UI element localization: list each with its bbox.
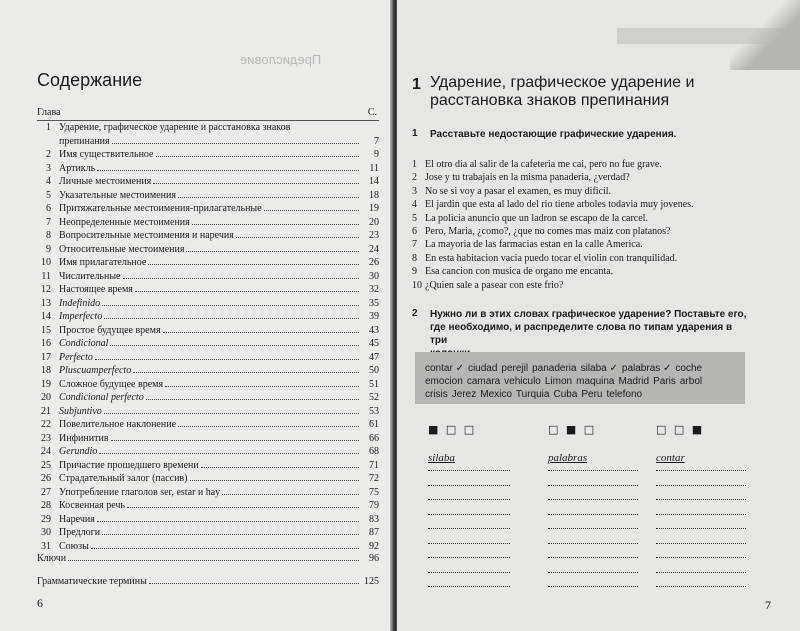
answer-line (428, 586, 510, 587)
sentence-item (412, 238, 772, 251)
toc-page-number: 45 (369, 338, 379, 349)
answer-line (548, 499, 638, 500)
toc-chapter-title: Condicional (59, 338, 109, 349)
word-item: palabras ✓ (621, 363, 672, 374)
page-number-left: 6 (37, 596, 43, 610)
toc-chapter-title: Condicional perfecto (59, 392, 144, 403)
column-header-contar: contar (656, 452, 685, 464)
toc-chapter-number: 29 (41, 513, 51, 525)
answer-line (656, 528, 746, 529)
column-header-palabras: palabras (548, 452, 588, 464)
toc-head-page: С. (367, 107, 377, 118)
toc-page-number: 92 (369, 540, 379, 552)
toc-leader-dots (95, 359, 359, 360)
toc-row (37, 148, 379, 162)
sentence-text: ¿Quien sale a pasear con este frio? (425, 279, 564, 291)
sentence-number: 7 (412, 239, 417, 251)
toc-leader-dots (201, 467, 359, 468)
sentence-text: Esa cancion con musica de organo me encanta. (425, 266, 614, 278)
toc-page-number: 53 (369, 405, 379, 417)
task1-text: Расставьте недостающие графические ударения. (430, 129, 677, 140)
toc-row (37, 121, 379, 135)
toc-chapter-number: 15 (41, 324, 51, 336)
answer-line (548, 528, 638, 529)
toc-chapter-title: Subjuntivo (59, 405, 102, 417)
word-item: telefono (606, 389, 643, 400)
toc-chapter-title: Наречия (59, 513, 95, 525)
toc-row (37, 270, 379, 284)
page-number-right: 7 (765, 598, 771, 612)
toc-page-number: 87 (369, 527, 379, 538)
toc-page-number: 20 (369, 216, 379, 228)
toc-page-number: 68 (369, 446, 379, 457)
toc-chapter-title: Indefinido (59, 297, 101, 309)
toc-leader-dots (135, 291, 359, 292)
toc-page-number: 66 (369, 432, 379, 444)
toc-page-number: 125 (364, 575, 379, 587)
sentence-item (412, 279, 772, 292)
word-item: ciudad (467, 363, 498, 374)
toc-page-number: 72 (369, 473, 379, 484)
answer-line (656, 499, 746, 500)
toc-leader-dots (192, 224, 359, 225)
toc-leader-dots (153, 183, 359, 184)
toc-extra-title: Грамматические термины (37, 575, 147, 587)
word-item: coche (675, 363, 703, 374)
word-item: Paris (653, 376, 676, 387)
toc-row (37, 391, 379, 405)
task1-number: 1 (412, 128, 418, 139)
toc-row (37, 499, 379, 513)
word-item: panaderia (532, 363, 577, 374)
toc-leader-dots (178, 197, 359, 198)
toc-leader-dots (97, 170, 359, 171)
sentence-item (412, 212, 772, 225)
toc-page-number: 43 (369, 324, 379, 336)
toc-chapter-number: 1 (46, 122, 51, 133)
toc-row (37, 162, 379, 176)
toc-page-number: 14 (369, 176, 379, 187)
toc-chapter-title: Имя существительное (59, 149, 154, 160)
sentence-number: 2 (412, 172, 417, 184)
word-item: Peru (581, 389, 603, 400)
toc-page-number: 18 (369, 189, 379, 201)
sentence-item (412, 265, 772, 278)
toc-leader-dots (149, 583, 359, 584)
toc-leader-dots (146, 399, 359, 400)
task2-number: 2 (412, 308, 418, 319)
toc-chapter-title: Притяжательные местоимения-прилагательные (59, 203, 262, 214)
toc-leader-dots (102, 534, 359, 535)
word-item: contar ✓ (425, 363, 464, 374)
toc-chapter-number: 20 (41, 392, 51, 403)
toc-leader-dots (165, 386, 359, 387)
toc-chapter-number: 2 (46, 149, 51, 160)
toc-chapter-number: 5 (46, 189, 51, 201)
toc-page-number: 96 (369, 553, 379, 564)
toc-chapter-title: Личные местоимения (59, 176, 152, 187)
toc-page-number: 47 (369, 351, 379, 363)
word-item: perejil (501, 363, 529, 374)
toc-extra-title: Ключи (37, 553, 67, 564)
answer-line (428, 543, 510, 544)
toc-page-number: 51 (369, 378, 379, 390)
answer-line (428, 499, 510, 500)
toc-chapter-number: 8 (46, 230, 51, 241)
toc-leader-dots (178, 426, 359, 427)
toc-row (37, 189, 379, 203)
sentence-number: 8 (412, 252, 417, 264)
toc-page-number: 75 (369, 486, 379, 498)
toc-chapter-title: Числительные (59, 270, 121, 282)
toc-chapter-number: 28 (41, 500, 51, 511)
column-header-silaba: silaba (428, 452, 455, 464)
answer-line (548, 572, 638, 573)
toc-chapter-title: Gerundio (59, 446, 98, 457)
toc-chapter-title: Инфинитив (59, 432, 109, 444)
answer-line (656, 514, 746, 515)
toc-row (37, 310, 379, 324)
toc-chapter-title: Указательные местоимения (59, 189, 176, 201)
sentence-text: El jardin que esta al lado del rio tiene arboles todavia muy jovenes. (425, 199, 694, 211)
toc-chapter-number: 24 (41, 446, 51, 457)
chapter-title: Ударение, графическое ударение и расстановка знаков препинания (430, 74, 695, 109)
answer-line (428, 514, 510, 515)
answer-line (656, 485, 746, 486)
toc-leader-dots (148, 264, 359, 265)
toc-chapter-number: 7 (46, 216, 51, 228)
toc-row (37, 486, 379, 500)
toc-chapter-number: 26 (41, 473, 51, 484)
toc-chapter-title: Imperfecto (59, 311, 103, 322)
toc-page-number: 71 (369, 459, 379, 471)
toc-page-number: 26 (369, 257, 379, 268)
word-item: maquina (576, 376, 615, 387)
toc-row (37, 432, 379, 446)
toc-chapter-title: Косвенная речь (59, 500, 125, 511)
sentence-number: 6 (412, 225, 417, 237)
word-item: Turquia (515, 389, 550, 400)
toc-chapter-number: 14 (41, 311, 51, 322)
sentence-number: 5 (412, 212, 417, 224)
toc-chapter-number: 12 (41, 284, 51, 295)
toc-leader-dots (104, 413, 359, 414)
toc-chapter-number: 17 (41, 351, 51, 363)
toc-chapter-number: 6 (46, 203, 51, 214)
word-item: emocion (425, 376, 463, 387)
word-item: camara (466, 376, 501, 387)
toc-chapter-title: Вопросительные местоимения и наречия (59, 230, 234, 241)
toc-chapter-title: Повелительное наклонение (59, 419, 177, 430)
chapter-number: 1 (412, 76, 421, 93)
toc-chapter-title: Имя прилагательное (59, 257, 147, 268)
toc-chapter-number: 23 (41, 432, 51, 444)
sentence-item (412, 198, 772, 211)
left-page (0, 0, 393, 631)
toc-row (37, 216, 379, 230)
toc-chapter-number: 25 (41, 459, 51, 471)
toc-leader-dots (102, 305, 359, 306)
toc-page-number: 24 (369, 243, 379, 255)
task2-line2: где необходимо, и распределите слова по типам ударения в три (430, 322, 733, 346)
toc-row (37, 418, 379, 432)
toc-leader-dots (186, 251, 359, 252)
toc-chapter-title: Артикль (59, 162, 96, 174)
toc-leader-dots (68, 560, 359, 561)
answer-line (656, 543, 746, 544)
sentence-number: 1 (412, 159, 417, 170)
toc-page-number: 52 (369, 392, 379, 403)
toc-leader-dots (127, 507, 359, 508)
toc-chapter-title: Pluscuamperfecto (59, 365, 132, 376)
answer-line (656, 470, 746, 471)
word-item: Madrid (618, 376, 650, 387)
toc-leader-dots (222, 494, 359, 495)
toc-chapter-number: 30 (41, 527, 51, 538)
toc-page-number: 50 (369, 365, 379, 376)
toc-extras (37, 552, 379, 588)
toc-chapter-number: 4 (46, 176, 51, 187)
toc-row (37, 405, 379, 419)
toc-chapter-number: 16 (41, 338, 51, 349)
sentence-text: La mayoria de las farmacias estan en la calle America. (425, 239, 643, 251)
sentence-number: 3 (412, 185, 417, 197)
toc-row (37, 540, 379, 554)
sentence-number: 4 (412, 199, 417, 211)
toc-row (37, 135, 379, 149)
toc-heading: Содержание (37, 70, 143, 90)
toc-leader-dots (190, 480, 360, 481)
word-bank-line1 (425, 362, 739, 375)
toc-page-number: 19 (369, 203, 379, 214)
sentence-text: La policia anuncio que un ladron se escapo de la carcel. (425, 212, 648, 224)
answer-line (656, 586, 746, 587)
answer-line (548, 543, 638, 544)
sentence-text: En esta habitacion vacia puedo tocar el violin con tranquilidad. (425, 252, 678, 264)
toc-chapter-title: Союзы (59, 540, 89, 552)
toc-chapter-number: 3 (46, 162, 51, 174)
answer-line (548, 514, 638, 515)
toc-page-number: 11 (369, 162, 379, 174)
toc-page-number: 39 (369, 311, 379, 322)
word-item: Limon (544, 376, 573, 387)
toc-row (37, 324, 379, 338)
toc-chapter-number: 21 (41, 405, 51, 417)
word-item: vehiculo (504, 376, 541, 387)
toc-chapter-title: Неопределенные местоимения (59, 216, 190, 228)
sentence-text: El otro dia al salir de la cafeteria me cai, pero no fue grave. (425, 159, 662, 170)
toc-leader-dots (156, 156, 360, 157)
toc-row (37, 283, 379, 297)
word-item: crisis (425, 389, 448, 400)
toc-head-chapter: Глава (37, 107, 61, 118)
toc-chapter-title: Настоящее время (59, 284, 133, 295)
task2-line1: Нужно ли в этих словах графическое ударение? Поставьте его, (430, 309, 747, 320)
sentence-item (412, 225, 772, 238)
toc-chapter-title: Ударение, графическое ударение и расстановка знаков (59, 122, 291, 133)
toc-row (37, 229, 379, 243)
toc-chapter-number: 13 (41, 297, 51, 309)
task1-sentences (412, 158, 772, 292)
toc-row (37, 351, 379, 365)
word-item: Jerez (451, 389, 477, 400)
sentence-item (412, 171, 772, 184)
toc-leader-dots (91, 548, 359, 549)
toc-page-number: 61 (369, 419, 379, 430)
toc-page-number: 7 (374, 135, 379, 147)
toc-leader-dots (236, 237, 359, 238)
toc-chapter-number: 18 (41, 365, 51, 376)
toc-chapter-number: 27 (41, 486, 51, 498)
answer-line (428, 557, 510, 558)
toc-row (37, 337, 379, 351)
toc-page-number: 32 (369, 284, 379, 295)
toc-chapter-title: Предлоги (59, 527, 101, 538)
stress-mark-col1: ■ □ □ (428, 423, 477, 436)
sentence-item (412, 185, 772, 198)
answer-line (548, 485, 638, 486)
toc-leader-dots (104, 318, 359, 319)
toc-row (37, 445, 379, 459)
toc-row (37, 472, 379, 486)
toc-leader-dots (112, 143, 359, 144)
toc-leader-dots (111, 440, 359, 441)
sentence-number: 10 (412, 279, 422, 291)
sentence-text: No se si voy a pasar el examen, es muy dificil. (425, 185, 612, 197)
toc-leader-dots (163, 332, 359, 333)
toc-row (37, 364, 379, 378)
toc-leader-dots (99, 453, 359, 454)
toc-chapter-number: 19 (41, 378, 51, 390)
toc-row (37, 256, 379, 270)
answer-line (656, 557, 746, 558)
word-item: Cuba (553, 389, 578, 400)
sentence-item (412, 252, 772, 265)
word-bank (415, 352, 745, 404)
answer-line (428, 528, 510, 529)
toc-chapter-number: 11 (41, 270, 51, 282)
answer-line (428, 572, 510, 573)
toc-leader-dots (97, 521, 359, 522)
toc-row (37, 297, 379, 311)
toc-page-number: 79 (369, 500, 379, 511)
word-item: arbol (679, 376, 703, 387)
page-shadow (730, 0, 800, 70)
toc-chapter-number: 10 (41, 257, 51, 268)
toc-row (37, 378, 379, 392)
toc-leader-dots (133, 372, 359, 373)
toc-list (37, 121, 379, 553)
sentence-text: Pero, Maria, ¿como?, ¿que no comes mas maiz con platanos? (425, 225, 671, 237)
toc-row (37, 459, 379, 473)
toc-chapter-title: Причастие прошедшего времени (59, 459, 199, 471)
toc-page-number: 23 (369, 230, 379, 241)
toc-chapter-title: Perfecto (59, 351, 93, 363)
toc-chapter-title: Сложное будущее время (59, 378, 164, 390)
toc-leader-dots (123, 278, 360, 279)
toc-leader-dots (110, 345, 359, 346)
toc-row (37, 513, 379, 527)
toc-chapter-title-continued: препинания (59, 135, 110, 147)
sentence-item (412, 158, 772, 171)
toc-page-number: 9 (374, 149, 379, 160)
toc-chapter-number: 9 (46, 243, 51, 255)
word-bank-line2 (425, 375, 739, 388)
toc-column-head (37, 107, 377, 118)
toc-page-number: 30 (369, 270, 379, 282)
toc-chapter-title: Страдательный залог (пассив) (59, 473, 188, 484)
toc-page-number: 35 (369, 297, 379, 309)
word-bank-line3 (425, 388, 739, 401)
toc-row (37, 243, 379, 257)
sentence-text: Jose y tu trabajais en la misma panaderia, ¿verdad? (425, 172, 630, 184)
toc-page-number: 83 (369, 513, 379, 525)
answer-line (428, 485, 510, 486)
toc-extra-row (37, 575, 379, 589)
toc-chapter-title: Относительные местоимения (59, 243, 185, 255)
toc-chapter-number: 31 (41, 540, 51, 552)
toc-extra-row (37, 552, 379, 566)
toc-leader-dots (264, 210, 359, 211)
toc-row (37, 202, 379, 216)
toc-chapter-title: Употребление глаголов ser, estar и hay (59, 486, 221, 498)
word-item: Mexico (480, 389, 512, 400)
toc-chapter-title: Простое будущее время (59, 324, 161, 336)
toc-row (37, 175, 379, 189)
word-item: silaba ✓ (580, 363, 618, 374)
answer-line (548, 586, 638, 587)
stress-mark-col2: □ ■ □ (548, 423, 597, 436)
toc-row (37, 526, 379, 540)
stress-mark-col3: □ □ ■ (656, 423, 705, 436)
answer-line (548, 557, 638, 558)
toc-chapter-number: 22 (41, 419, 51, 430)
ghost-text: Предисловие (240, 52, 322, 67)
answer-line (656, 572, 746, 573)
answer-line (428, 470, 510, 471)
sentence-number: 9 (412, 266, 417, 278)
answer-line (548, 470, 638, 471)
